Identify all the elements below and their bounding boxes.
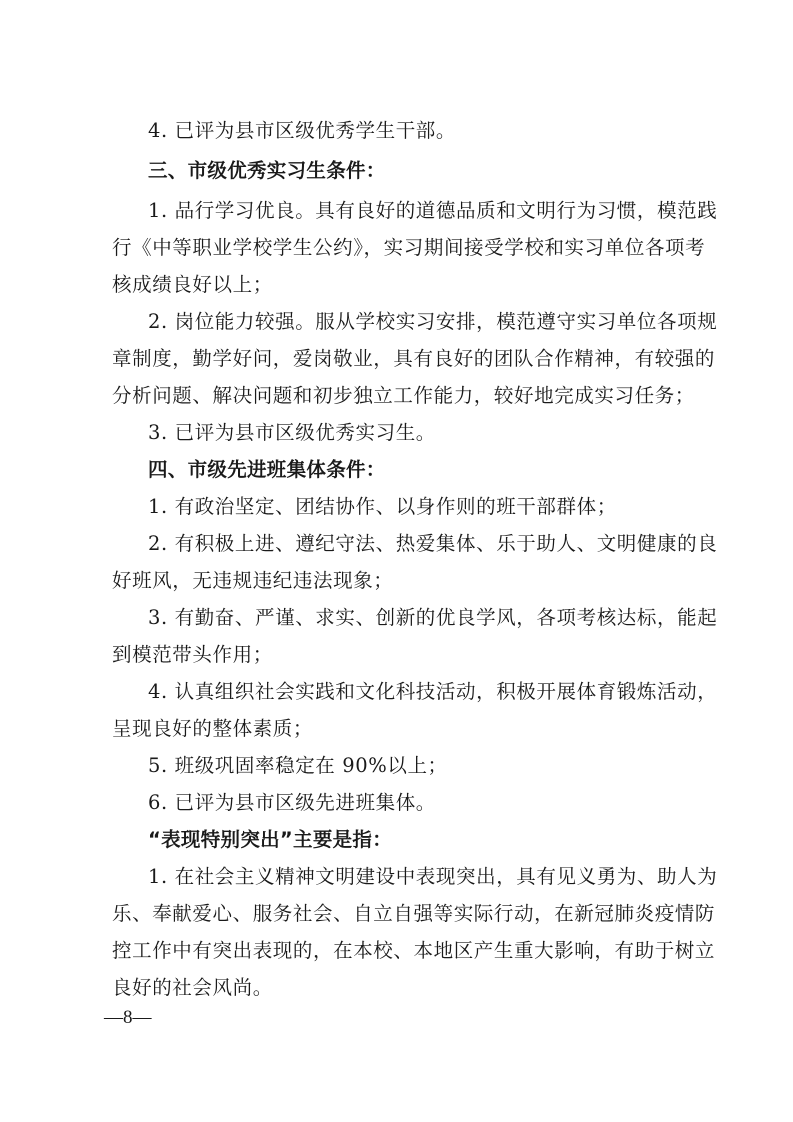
paragraph-line: 呈现良好的整体素质；: [112, 717, 314, 740]
paragraph-line: 控工作中有突出表现的，在本校、本地区产生重大影响，有助于树立: [112, 939, 716, 962]
paragraph-line: 核成绩良好以上；: [112, 273, 273, 296]
paragraph-line: 乐、奉献爱心、服务社会、自立自强等实际行动，在新冠肺炎疫情防: [112, 902, 716, 925]
paragraph-line: 分析问题、解决问题和初步独立工作能力，较好地完成实习任务；: [112, 384, 695, 407]
paragraph-line: 2. 岗位能力较强。服从学校实习安排，模范遵守实习单位各项规: [148, 310, 718, 333]
paragraph-line: 4. 认真组织社会实践和文化科技活动，积极开展体育锻炼活动，: [148, 680, 718, 703]
paragraph-line: 到模范带头作用；: [112, 643, 273, 666]
section-heading-class: 四、市级先进班集体条件：: [148, 458, 386, 481]
section-heading-intern: 三、市级优秀实习生条件：: [148, 159, 386, 182]
paragraph-line: 6. 已评为县市区级先进班集体。: [148, 791, 436, 814]
section-heading-outstanding: “表现特别突出”主要是指：: [148, 828, 393, 851]
paragraph-line: 1. 有政治坚定、团结协作、以身作则的班干部群体；: [148, 495, 617, 518]
item-4-student-leader: 4. 已评为县市区级优秀学生干部。: [148, 119, 457, 142]
paragraph-line: 1. 在社会主义精神文明建设中表现突出，具有见义勇为、助人为: [148, 865, 718, 888]
paragraph-line: 好班风，无违规违纪违法现象；: [112, 569, 394, 592]
paragraph-line: 章制度，勤学好问，爱岗敬业，具有良好的团队合作精神，有较强的: [112, 347, 716, 370]
paragraph-line: 5. 班级巩固率稳定在 90%以上；: [148, 754, 448, 777]
paragraph-line: 1. 品行学习优良。具有良好的道德品质和文明行为习惯，模范践: [148, 199, 718, 222]
page-number: —8—: [104, 1007, 152, 1028]
paragraph-line: 3. 有勤奋、严谨、求实、创新的优良学风，各项考核达标，能起: [148, 606, 718, 629]
paragraph-line: 良好的社会风尚。: [112, 976, 273, 999]
paragraph-line: 3. 已评为县市区级优秀实习生。: [148, 421, 436, 444]
paragraph-line: 行《中等职业学校学生公约》，实习期间接受学校和实习单位各项考: [112, 236, 706, 259]
paragraph-line: 2. 有积极上进、遵纪守法、热爱集体、乐于助人、文明健康的良: [148, 532, 718, 555]
